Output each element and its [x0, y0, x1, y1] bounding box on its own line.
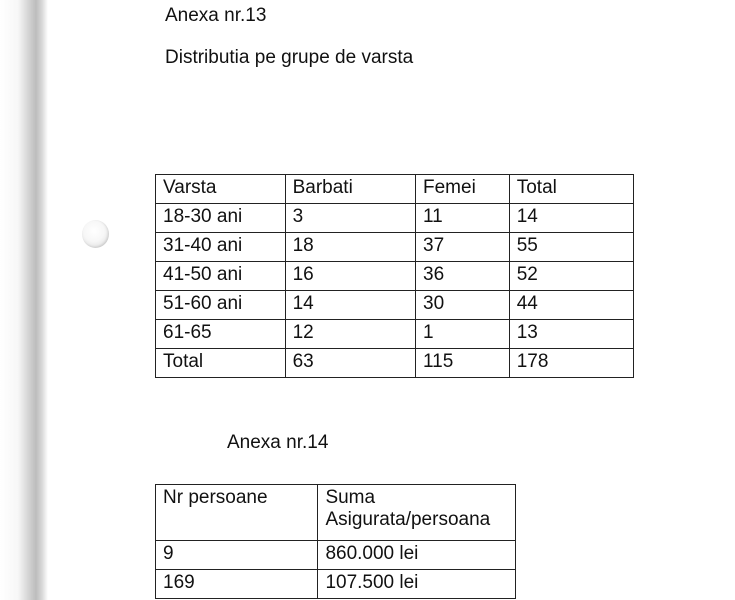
- table-cell: 52: [509, 262, 633, 291]
- table-row: [156, 291, 634, 320]
- header-suma: Suma: [325, 487, 376, 508]
- table-cell: 14: [509, 204, 633, 233]
- table-cell: 41-50 ani: [156, 262, 286, 291]
- age-distribution-title: Distributia pe grupe de varsta: [165, 47, 414, 68]
- table-cell: 14: [285, 291, 415, 320]
- table-row: [156, 541, 516, 570]
- table-row: [156, 233, 634, 262]
- table-header-row: [156, 175, 634, 204]
- table-cell: 107.500 lei: [318, 570, 516, 599]
- header-barbati: Barbati: [285, 175, 415, 204]
- table-row: [156, 262, 634, 291]
- table-cell: 37: [416, 233, 510, 262]
- table-cell: 11: [416, 204, 510, 233]
- table-cell: 36: [416, 262, 510, 291]
- table-cell: 860.000 lei: [318, 541, 516, 570]
- table-cell: 44: [509, 291, 633, 320]
- table-cell: 1: [416, 320, 510, 349]
- table-row: [156, 320, 634, 349]
- table-cell: 12: [285, 320, 415, 349]
- table-cell: 3: [285, 204, 415, 233]
- age-distribution-table: [155, 174, 634, 378]
- punch-hole: [82, 220, 109, 248]
- table-row: [156, 570, 516, 599]
- table-cell: 51-60 ani: [156, 291, 286, 320]
- table-cell: 55: [509, 233, 633, 262]
- table-cell: 30: [416, 291, 510, 320]
- table-cell: 9: [156, 541, 318, 570]
- table-cell: 31-40 ani: [156, 233, 286, 262]
- table-cell: 63: [285, 349, 415, 378]
- header-femei: Femei: [416, 175, 510, 204]
- table-row: [156, 204, 634, 233]
- table-cell: 16: [285, 262, 415, 291]
- header-varsta: Varsta: [156, 175, 286, 204]
- table-cell: 115: [416, 349, 510, 378]
- table-cell: 61-65: [156, 320, 286, 349]
- header-total: Total: [509, 175, 633, 204]
- table-cell: Total: [156, 349, 286, 378]
- table-cell: 169: [156, 570, 318, 599]
- table-total-row: [156, 349, 634, 378]
- annex-14-title: Anexa nr.14: [227, 432, 329, 453]
- table-cell: 18-30 ani: [156, 204, 286, 233]
- annex-13-title: Anexa nr.13: [165, 5, 267, 26]
- page-left-shadow: [0, 0, 48, 600]
- header-suma-asigurata: [318, 485, 516, 541]
- insured-amount-table: [155, 484, 516, 599]
- table-header-row: [156, 485, 516, 541]
- table-cell: 18: [285, 233, 415, 262]
- header-nr-persoane: Nr persoane: [156, 485, 318, 541]
- table-cell: 178: [509, 349, 633, 378]
- table-cell: 13: [509, 320, 633, 349]
- header-asigurata-persoana: Asigurata/persoana: [325, 509, 491, 530]
